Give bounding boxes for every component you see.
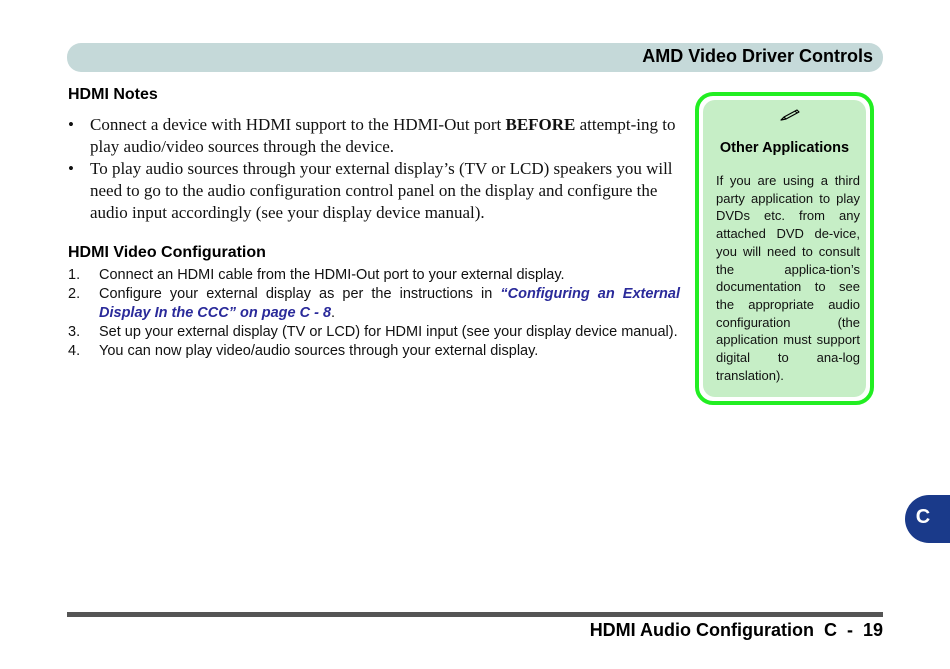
footer-rule — [67, 612, 883, 617]
footer-page-label: HDMI Audio Configuration C - 19 — [589, 620, 883, 640]
hdmi-notes-heading: HDMI Notes — [68, 86, 158, 103]
step-text: Set up your external display (TV or LCD) for HDMI input (see your display device manual). — [99, 324, 678, 340]
list-item — [68, 323, 680, 342]
step-number: 4. — [68, 343, 81, 359]
step-text-after: . — [331, 305, 336, 321]
list-item — [68, 285, 680, 323]
hdmi-notes-list — [68, 114, 680, 224]
bullet-emphasis: BEFORE — [505, 115, 576, 134]
hdmi-video-config-heading: HDMI Video Configuration — [68, 244, 266, 261]
hdmi-video-config-steps — [68, 266, 680, 361]
step-text: Connect an HDMI cable from the HDMI-Out port to your external display. — [99, 267, 565, 283]
step-number: 3. — [68, 324, 81, 340]
sidebar-note-text: If you are using a third party application to play DVDs etc. from any attached DVD de-vice, you will need to consult the applica-tion’s documentation to see the appropriate audio configuration (the application must support digital to ana-log translation). — [716, 173, 860, 383]
bullet-marker: • — [68, 115, 74, 134]
bullet-text-before: Connect a device with HDMI support to the HDMI-Out port — [90, 115, 506, 134]
chapter-tab — [905, 495, 950, 543]
list-item — [68, 342, 680, 361]
list-item — [68, 158, 680, 224]
cross-reference-link[interactable]: “Configuring an External Display In the CCC” on page C - 8 — [99, 286, 681, 321]
list-item — [68, 266, 680, 285]
list-item — [68, 114, 680, 158]
header-bar — [67, 43, 883, 72]
bullet-text-after: attempt-ing to play audio/video sources through the device. — [90, 115, 676, 156]
chapter-letter: C — [915, 506, 931, 528]
bullet-text: To play audio sources through your external display’s (TV or LCD) speakers you will need to go to the audio configuration control panel on the display and configure the audio input accordingly (see your display device manual). — [90, 159, 673, 222]
sidebar-note-title: Other Applications — [719, 140, 850, 156]
header-title: AMD Video Driver Controls — [642, 46, 873, 66]
step-number: 1. — [68, 267, 81, 283]
step-number: 2. — [68, 286, 81, 302]
bullet-marker: • — [68, 159, 74, 178]
pencil-icon — [779, 108, 801, 122]
step-text: You can now play video/audio sources through your external display. — [99, 343, 539, 359]
step-text-before: Configure your external display as per the instructions in — [99, 286, 501, 302]
sidebar-note-box — [695, 92, 874, 405]
